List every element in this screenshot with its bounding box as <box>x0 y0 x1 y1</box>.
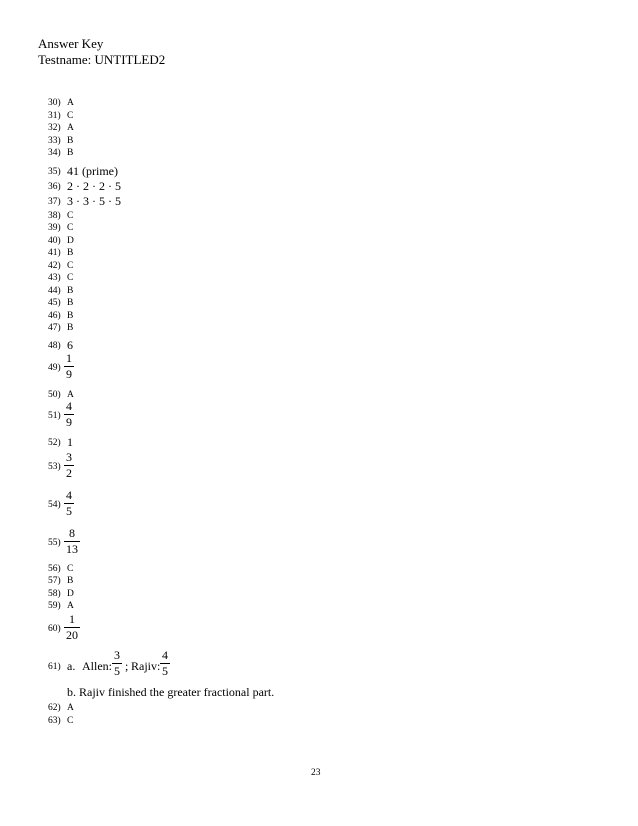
numerator: 3 <box>114 648 120 662</box>
question-number: 36) <box>48 182 61 192</box>
header-title: Answer Key <box>38 36 104 51</box>
question-number: 53) <box>48 462 61 472</box>
part-a-label: a. <box>67 659 76 673</box>
answer-fraction <box>64 451 74 480</box>
answer-value: B <box>67 576 74 586</box>
question-number: 61) <box>48 662 61 672</box>
answer-value: A <box>67 601 74 611</box>
question-number: 58) <box>48 589 61 599</box>
answer-value: B <box>67 323 74 333</box>
numerator: 4 <box>162 648 168 662</box>
question-number: 43) <box>48 273 61 283</box>
numerator: 4 <box>66 399 72 413</box>
answer-value: A <box>67 703 74 713</box>
rajiv-fraction <box>160 649 170 678</box>
question-number: 38) <box>48 211 61 221</box>
question-number: 56) <box>48 564 61 574</box>
question-number: 63) <box>48 716 61 726</box>
answer-value: C <box>67 273 74 283</box>
question-number: 35) <box>48 167 61 177</box>
answer-value: D <box>67 236 74 246</box>
question-number: 40) <box>48 236 61 246</box>
question-number: 49) <box>48 363 61 373</box>
answer-value: C <box>67 111 74 121</box>
answer-value: A <box>67 390 74 400</box>
denominator: 5 <box>114 664 120 678</box>
rajiv-label: Rajiv: <box>131 659 161 673</box>
question-number: 45) <box>48 298 61 308</box>
answer-value: 41 (prime) <box>67 164 118 178</box>
question-number: 57) <box>48 576 61 586</box>
question-number: 41) <box>48 248 61 258</box>
answer-value: 3 · 3 · 5 · 5 <box>67 194 121 208</box>
question-number: 48) <box>48 341 61 351</box>
answer-value: B <box>67 148 74 158</box>
question-number: 31) <box>48 111 61 121</box>
question-number: 52) <box>48 438 61 448</box>
numerator: 1 <box>66 351 72 365</box>
answer-fraction <box>64 400 74 429</box>
question-number: 46) <box>48 311 61 321</box>
answer-value: B <box>67 298 74 308</box>
question-number: 59) <box>48 601 61 611</box>
allen-label: Allen: <box>82 659 112 673</box>
question-number: 33) <box>48 136 61 146</box>
denominator: 20 <box>66 628 78 642</box>
answer-value: 6 <box>67 338 73 352</box>
answer-value: C <box>67 261 74 271</box>
denominator: 9 <box>66 367 72 381</box>
answer-value: A <box>67 98 74 108</box>
answer-value: B <box>67 311 74 321</box>
question-number: 42) <box>48 261 61 271</box>
question-number: 54) <box>48 500 61 510</box>
answer-value: B <box>67 248 74 258</box>
question-number: 37) <box>48 197 61 207</box>
question-number: 50) <box>48 390 61 400</box>
question-number: 44) <box>48 286 61 296</box>
numerator: 8 <box>69 526 75 540</box>
answer-value: 2 · 2 · 2 · 5 <box>67 179 121 193</box>
answer-fraction <box>64 352 74 381</box>
denominator: 2 <box>66 466 72 480</box>
answer-fraction <box>64 613 80 642</box>
page-number: 23 <box>311 768 321 778</box>
question-number: 60) <box>48 624 61 634</box>
part-b-text: b. Rajiv finished the greater fractional part. <box>67 685 275 699</box>
numerator: 1 <box>69 612 75 626</box>
answer-value: D <box>67 589 74 599</box>
answer-value: B <box>67 286 74 296</box>
denominator: 9 <box>66 415 72 429</box>
answer-value: C <box>67 211 74 221</box>
question-number: 30) <box>48 98 61 108</box>
question-number: 32) <box>48 123 61 133</box>
denominator: 13 <box>66 542 78 556</box>
answer-value: A <box>67 123 74 133</box>
answer-fraction <box>64 527 80 556</box>
answer-fraction <box>64 489 74 518</box>
answer-value: B <box>67 136 74 146</box>
question-number: 47) <box>48 323 61 333</box>
question-number: 39) <box>48 223 61 233</box>
question-number: 34) <box>48 148 61 158</box>
separator: ; <box>125 659 129 673</box>
question-number: 62) <box>48 703 61 713</box>
denominator: 5 <box>162 664 168 678</box>
question-number: 55) <box>48 538 61 548</box>
answer-value: C <box>67 564 74 574</box>
question-number: 51) <box>48 411 61 421</box>
answer-value: C <box>67 223 74 233</box>
denominator: 5 <box>66 504 72 518</box>
answer-value: 1 <box>67 435 73 449</box>
numerator: 3 <box>66 450 72 464</box>
allen-fraction <box>112 649 122 678</box>
answer-value: C <box>67 716 74 726</box>
header-testname: Testname: UNTITLED2 <box>38 52 166 67</box>
numerator: 4 <box>66 488 72 502</box>
